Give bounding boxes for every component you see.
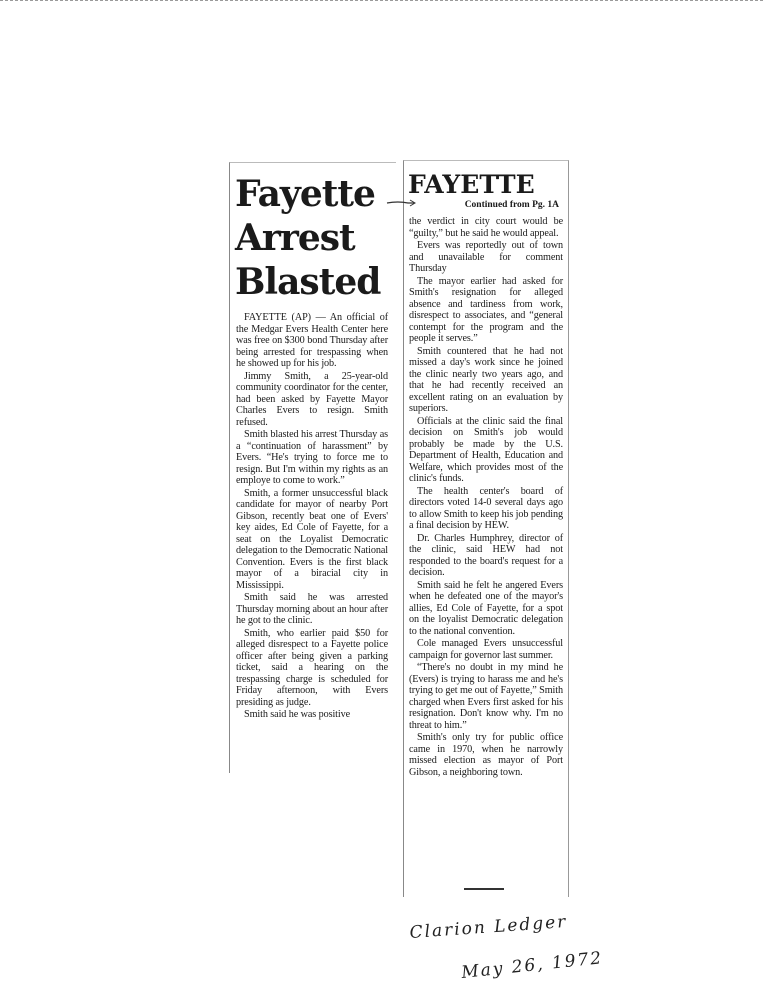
- handwritten-note: [400, 900, 630, 990]
- paragraph: the verdict in city court would be “guilty,” but he said he would appeal.: [409, 216, 563, 239]
- article-right-column: [409, 216, 563, 779]
- paragraph: “There's no doubt in my mind he (Evers) is trying to harass me and he's trying to get me out of Fayette,” Smith charged when Evers first asked for his resignation. Don't know why. I'm no threat to him.”: [409, 662, 563, 731]
- paragraph: Smith blasted his arrest Thursday as a “continuation of harassment” by Evers. “He's trying to force me to resign. But I'm within my rights as an employe to come to work.”: [236, 429, 388, 486]
- paragraph: Smith, who earlier paid $50 for alleged disrespect to a Fayette police officer after being given a parking ticket, said a hearing on the trespassing charge is scheduled for Friday afternoon, with Evers presiding as judge.: [236, 627, 388, 708]
- headline-line-3: Blasted: [235, 261, 381, 303]
- article-left-column: [236, 312, 388, 722]
- continuation-headline: FAYETTE: [408, 170, 535, 199]
- paragraph: Smith's only try for public office came in 1970, when he narrowly missed election as mayor of Port Gibson, a neighboring town.: [409, 732, 563, 778]
- paragraph: FAYETTE (AP) — An official of the Medgar Evers Health Center here was free on $300 bond Thursday after being arrested for trespassing when he showed up for his job.: [236, 312, 388, 369]
- continuation-line: Continued from Pg. 1A: [464, 200, 559, 210]
- paragraph: Officials at the clinic said the final decision on Smith's job would probably be made by the U.S. Department of Health, Education and Welfare, which provides most of the clinic's funds.: [409, 415, 563, 484]
- paragraph: Smith said he was arrested Thursday morning about an hour after he got to the clinic.: [236, 592, 388, 626]
- paragraph: Smith countered that he had not missed a day's work since he joined the clinic nearly two years ago, and that he had recently received an excellent rating on an evaluation by superiors.: [409, 345, 563, 414]
- paragraph: Jimmy Smith, a 25-year-old community coordinator for the center, had been asked by Fayette Mayor Charles Evers to resign. Smith refused.: [236, 370, 388, 428]
- paragraph: The health center's board of directors voted 14-0 several days ago to allow Smith to keep his job pending a final decision by HEW.: [409, 485, 563, 531]
- paragraph: Smith, a former unsuccessful black candidate for mayor of nearby Port Gibson, recently beat one of Evers' key aides, Ed Cole of Fayette, for a seat on the Loyalist Democratic delegation to the Democratic National Convention. Evers is the first black mayor of a biracial city in Mississippi.: [236, 487, 388, 591]
- handwritten-date: May 26, 1972: [460, 948, 605, 983]
- paragraph: Dr. Charles Humphrey, director of the clinic, said HEW had not responded to the board's request for a decision.: [409, 532, 563, 578]
- paragraph: Smith said he was positive: [244, 709, 351, 720]
- page-border: [0, 0, 763, 4]
- paragraph: Cole managed Evers unsuccessful campaign for governor last summer.: [409, 638, 563, 661]
- paragraph: Smith said he felt he angered Evers when he defeated one of the mayor's allies, Ed Cole of Fayette, for a spot on the loyalist Democratic delegation to the national convention.: [409, 579, 563, 637]
- headline: [235, 172, 385, 304]
- headline-line-1: Fayette: [235, 173, 375, 215]
- paragraph: The mayor earlier had asked for Smith's resignation for alleged absence and tardiness from work, disrespect to associates, and “general contempt for the program and the people it serves.”: [409, 275, 563, 344]
- handwritten-source: Clarion Ledger: [408, 912, 569, 943]
- paragraph: Evers was reportedly out of town and unavailable for comment Thursday: [409, 240, 563, 274]
- end-mark: [464, 888, 504, 890]
- headline-line-2: Arrest: [235, 217, 355, 259]
